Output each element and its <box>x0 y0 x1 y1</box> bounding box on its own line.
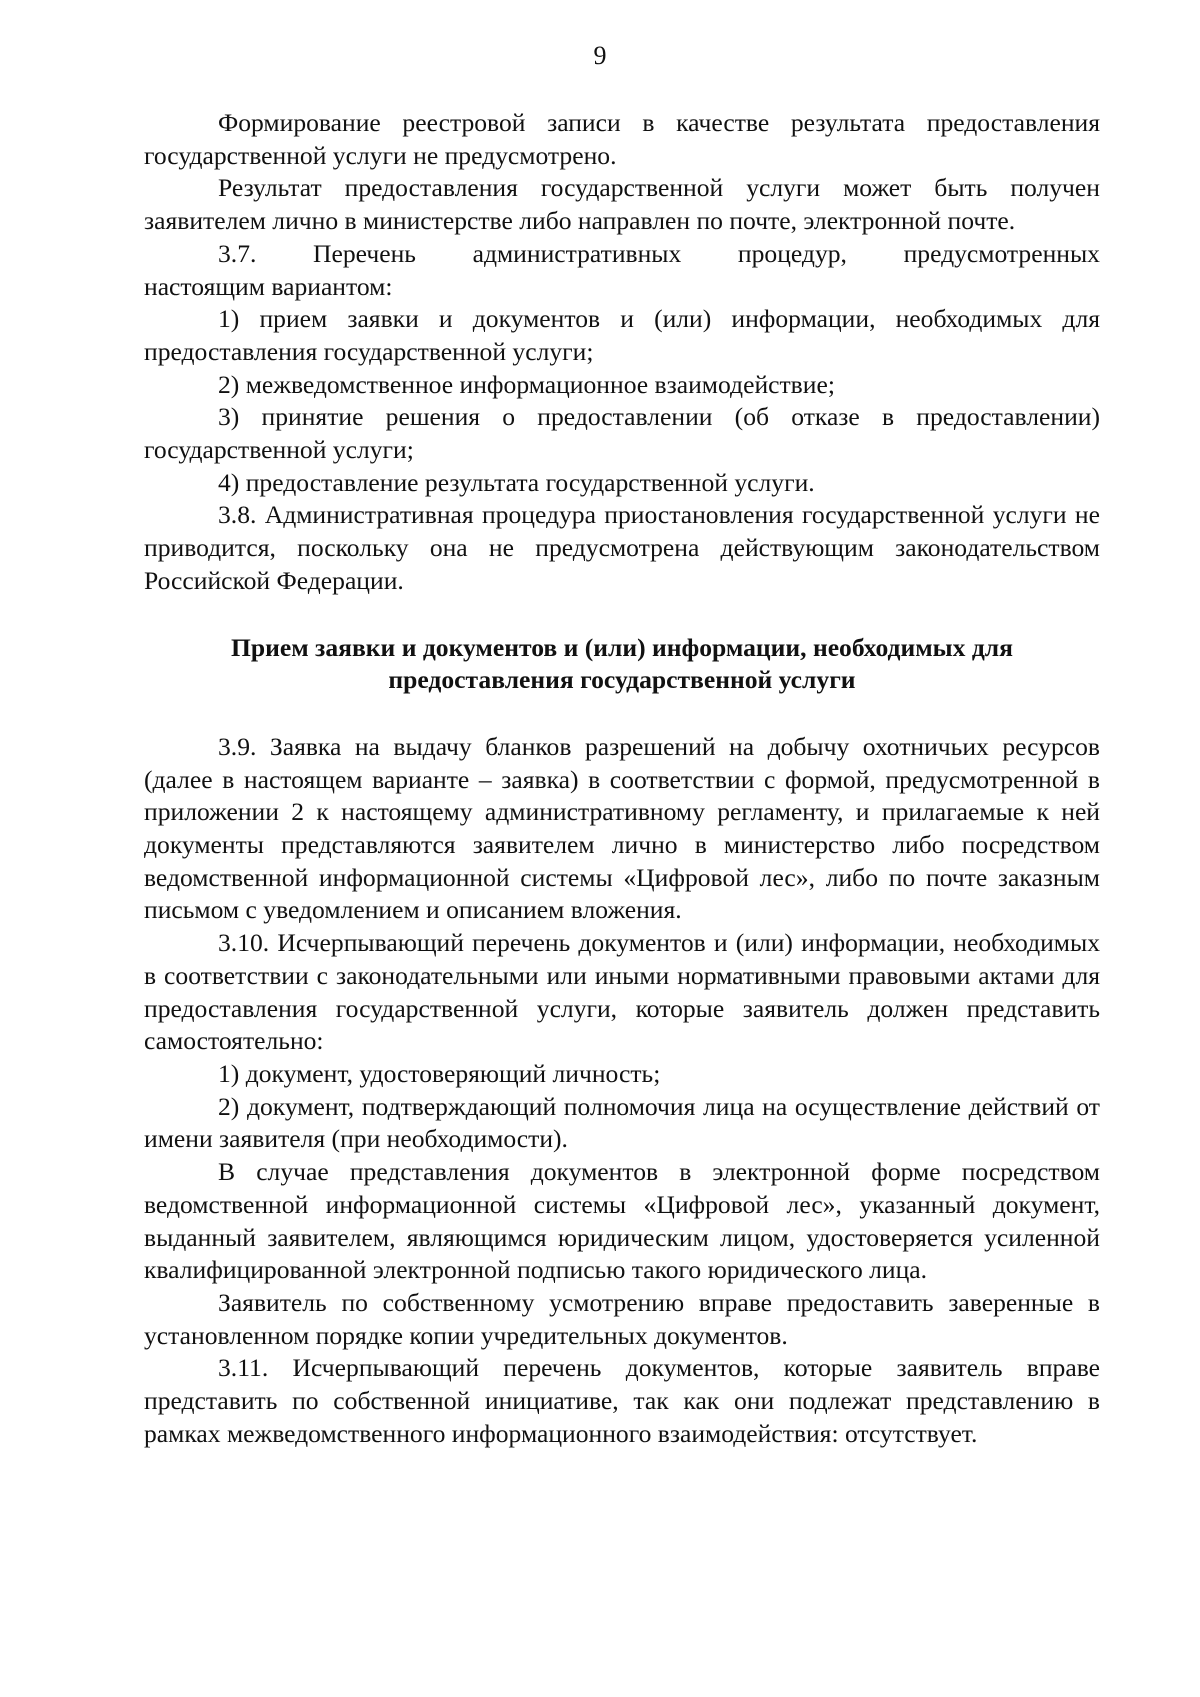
word: административных <box>472 238 682 268</box>
document-body <box>144 107 1100 1450</box>
word: процедур, <box>737 238 847 268</box>
paragraph-3-9: 3.9. Заявка на выдачу бланков разрешений на добычу охотничьих ресурсов (далее в настоящем варианте – заявка) в соответствии с формой, предусмотренной в приложении 2 к настоящему административному регламенту, и прилагаемые к ней документы представляются заявителем лично в министерство либо посредством ведомственной информационной системы «Цифровой лес», либо по почте заказным письмом с уведомлением и описанием вложения. <box>144 731 1100 925</box>
section-heading-line-1: Прием заявки и документов и (или) информации, необходимых для <box>230 632 1014 662</box>
page-number: 9 <box>593 41 607 70</box>
paragraph-result-delivery: Результат предоставления государственной услуги может быть получен заявителем лично в министерстве либо направлен по почте, электронной почте. <box>144 173 1100 236</box>
section-heading <box>144 632 1100 697</box>
list-item-3: 3) принятие решения о предоставлении (об отказе в предоставлении) государственной услуги; <box>144 402 1100 465</box>
paragraph-founding-documents: Заявитель по собственному усмотрению вправе предоставить заверенные в установленном порядке копии учредительных документов. <box>144 1287 1100 1350</box>
paragraph-registry-record: Формирование реестровой записи в качестве результата предоставления государственной услуги не предусмотрено. <box>144 108 1100 170</box>
section-number-3-7: 3.7. <box>218 238 257 268</box>
word: Перечень <box>313 238 416 268</box>
paragraph-3-10: 3.10. Исчерпывающий перечень документов и (или) информации, необходимых в соответствии с законодательными или иными нормативными правовыми актами для предоставления государственной услуги, которые заявитель должен представить самостоятельно: <box>144 928 1100 1056</box>
paragraph-electronic-submission: В случае представления документов в электронной форме посредством ведомственной информационной системы «Цифровой лес», указанный документ, выданный заявителем, являющимся юридическим лицом, удостоверяется усиленной квалифицированной электронной подписью такого юридического лица. <box>144 1157 1100 1285</box>
list-item-identity-document: 1) документ, удостоверяющий личность; <box>218 1058 661 1088</box>
paragraph-3-7-continuation: настоящим вариантом: <box>144 271 393 301</box>
list-item-4: 4) предоставление результата государственной услуги. <box>218 467 815 497</box>
list-item-2: 2) межведомственное информационное взаимодействие; <box>218 369 835 399</box>
paragraph-3-11: 3.11. Исчерпывающий перечень документов, которые заявитель вправе представить по собственной инициативе, так как они подлежат представлению в рамках межведомственного информационного взаимодействия: отсутствует. <box>144 1353 1100 1448</box>
paragraph-3-8: 3.8. Административная процедура приостановления государственной услуги не приводится, поскольку она не предусмотрена действующим законодательством Российской Федерации. <box>144 500 1100 595</box>
list-item-authority-document: 2) документ, подтверждающий полномочия лица на осуществление действий от имени заявителя (при необходимости). <box>144 1091 1100 1154</box>
section-heading-line-2: предоставления государственной услуги <box>388 665 856 695</box>
paragraph-3-7-first-line <box>144 238 1100 271</box>
list-item-1: 1) прием заявки и документов и (или) информации, необходимых для предоставления государственной услуги; <box>144 304 1100 366</box>
word: предусмотренных <box>903 238 1100 268</box>
